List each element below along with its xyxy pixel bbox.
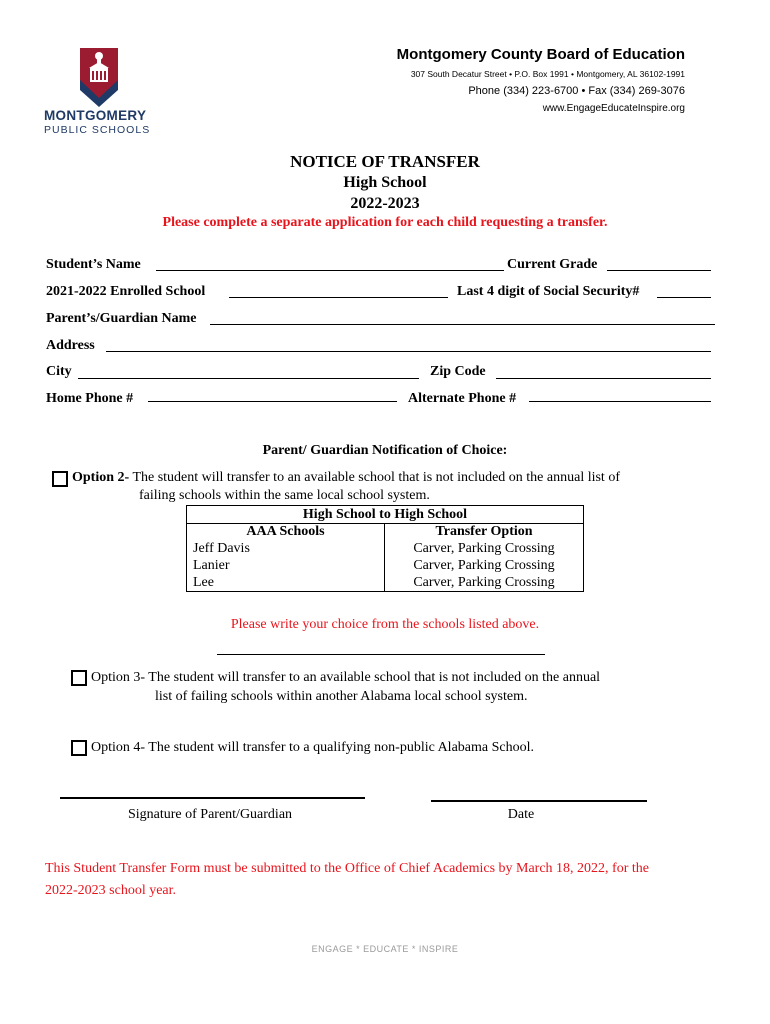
table-cell-school: Lee [187,574,385,592]
table-col-transfer: Transfer Option [385,523,584,540]
district-logo [44,44,156,136]
school-choice-field[interactable] [217,654,545,655]
option3-line2: list of failing schools within another Alabama local school system. [155,689,528,704]
option4-text: Option 4- The student will transfer to a qualifying non-public Alabama School. [91,740,534,755]
parent-name-field[interactable] [210,324,715,325]
alt-phone-field[interactable] [529,401,711,402]
home-phone-label: Home Phone # [46,391,134,406]
date-field[interactable] [431,800,647,802]
zip-field[interactable] [496,378,711,379]
table-header-divider [186,523,584,524]
current-grade-label: Current Grade [507,257,598,272]
ssn-last4-field[interactable] [657,297,711,298]
deadline-notice-line1: This Student Transfer Form must be submitted to the Office of Chief Academics by March 18, 2022, for the [45,861,649,876]
option2-label: Option 2- [72,470,130,485]
ssn-last4-label: Last 4 digit of Social Security# [457,284,640,299]
table-title: High School to High School [187,506,584,524]
form-title: NOTICE OF TRANSFER [290,152,480,171]
option2-checkbox[interactable] [52,471,68,487]
option2-text [72,469,620,487]
option2-line2: failing schools within the same local school system. [139,488,430,503]
table-row [187,540,584,557]
transfer-options-table [186,505,584,592]
address-label: Address [46,338,95,353]
student-name-label: Student’s Name [46,257,141,272]
deadline-notice-line2: 2022-2023 school year. [45,883,177,898]
signature-field[interactable] [60,797,365,799]
address-field[interactable] [106,351,711,352]
write-choice-instruction: Please write your choice from the schools listed above. [230,617,540,632]
city-label: City [46,364,72,379]
org-website: www.EngageEducateInspire.org [542,103,685,114]
table-row [187,574,584,592]
choice-heading: Parent/ Guardian Notification of Choice: [262,443,508,458]
option4-checkbox[interactable] [71,740,87,756]
table-cell-option: Carver, Parking Crossing [385,574,584,592]
form-level: High School [343,174,427,191]
date-label: Date [507,807,535,822]
logo-text-primary: MONTGOMERY [44,108,147,123]
table-cell-option: Carver, Parking Crossing [385,540,584,557]
table-cell-school: Jeff Davis [187,540,385,557]
footer-tagline: ENGAGE * EDUCATE * INSPIRE [311,944,459,954]
option2-line1: The student will transfer to an available school that is not included on the annual list of [132,470,620,485]
student-name-field[interactable] [156,270,504,271]
zip-label: Zip Code [430,364,486,379]
form-instruction: Please complete a separate application for each child requesting a transfer. [162,215,608,230]
parent-name-label: Parent’s/Guardian Name [46,311,197,326]
option3-checkbox[interactable] [71,670,87,686]
org-phone: Phone (334) 223-6700 • Fax (334) 269-3076 [468,85,685,97]
option3-line1: Option 3- The student will transfer to an available school that is not included on the annual [91,670,601,685]
enrolled-school-label: 2021-2022 Enrolled School [46,284,206,299]
form-year: 2022-2023 [350,195,420,212]
enrolled-school-field[interactable] [229,297,448,298]
signature-label: Signature of Parent/Guardian [127,807,293,822]
home-phone-field[interactable] [148,401,397,402]
table-cell-school: Lanier [187,557,385,574]
org-address: 307 South Decatur Street • P.O. Box 1991 • Montgomery, AL 36102-1991 [410,69,685,79]
table-col-schools: AAA Schools [187,523,385,540]
schoolhouse-shield-icon [44,44,156,110]
current-grade-field[interactable] [607,270,711,271]
org-name: Montgomery County Board of Education [396,46,685,63]
city-field[interactable] [78,378,419,379]
table-cell-option: Carver, Parking Crossing [385,557,584,574]
table-row [187,557,584,574]
alt-phone-label: Alternate Phone # [408,391,517,406]
logo-text-secondary: PUBLIC SCHOOLS [44,124,151,136]
